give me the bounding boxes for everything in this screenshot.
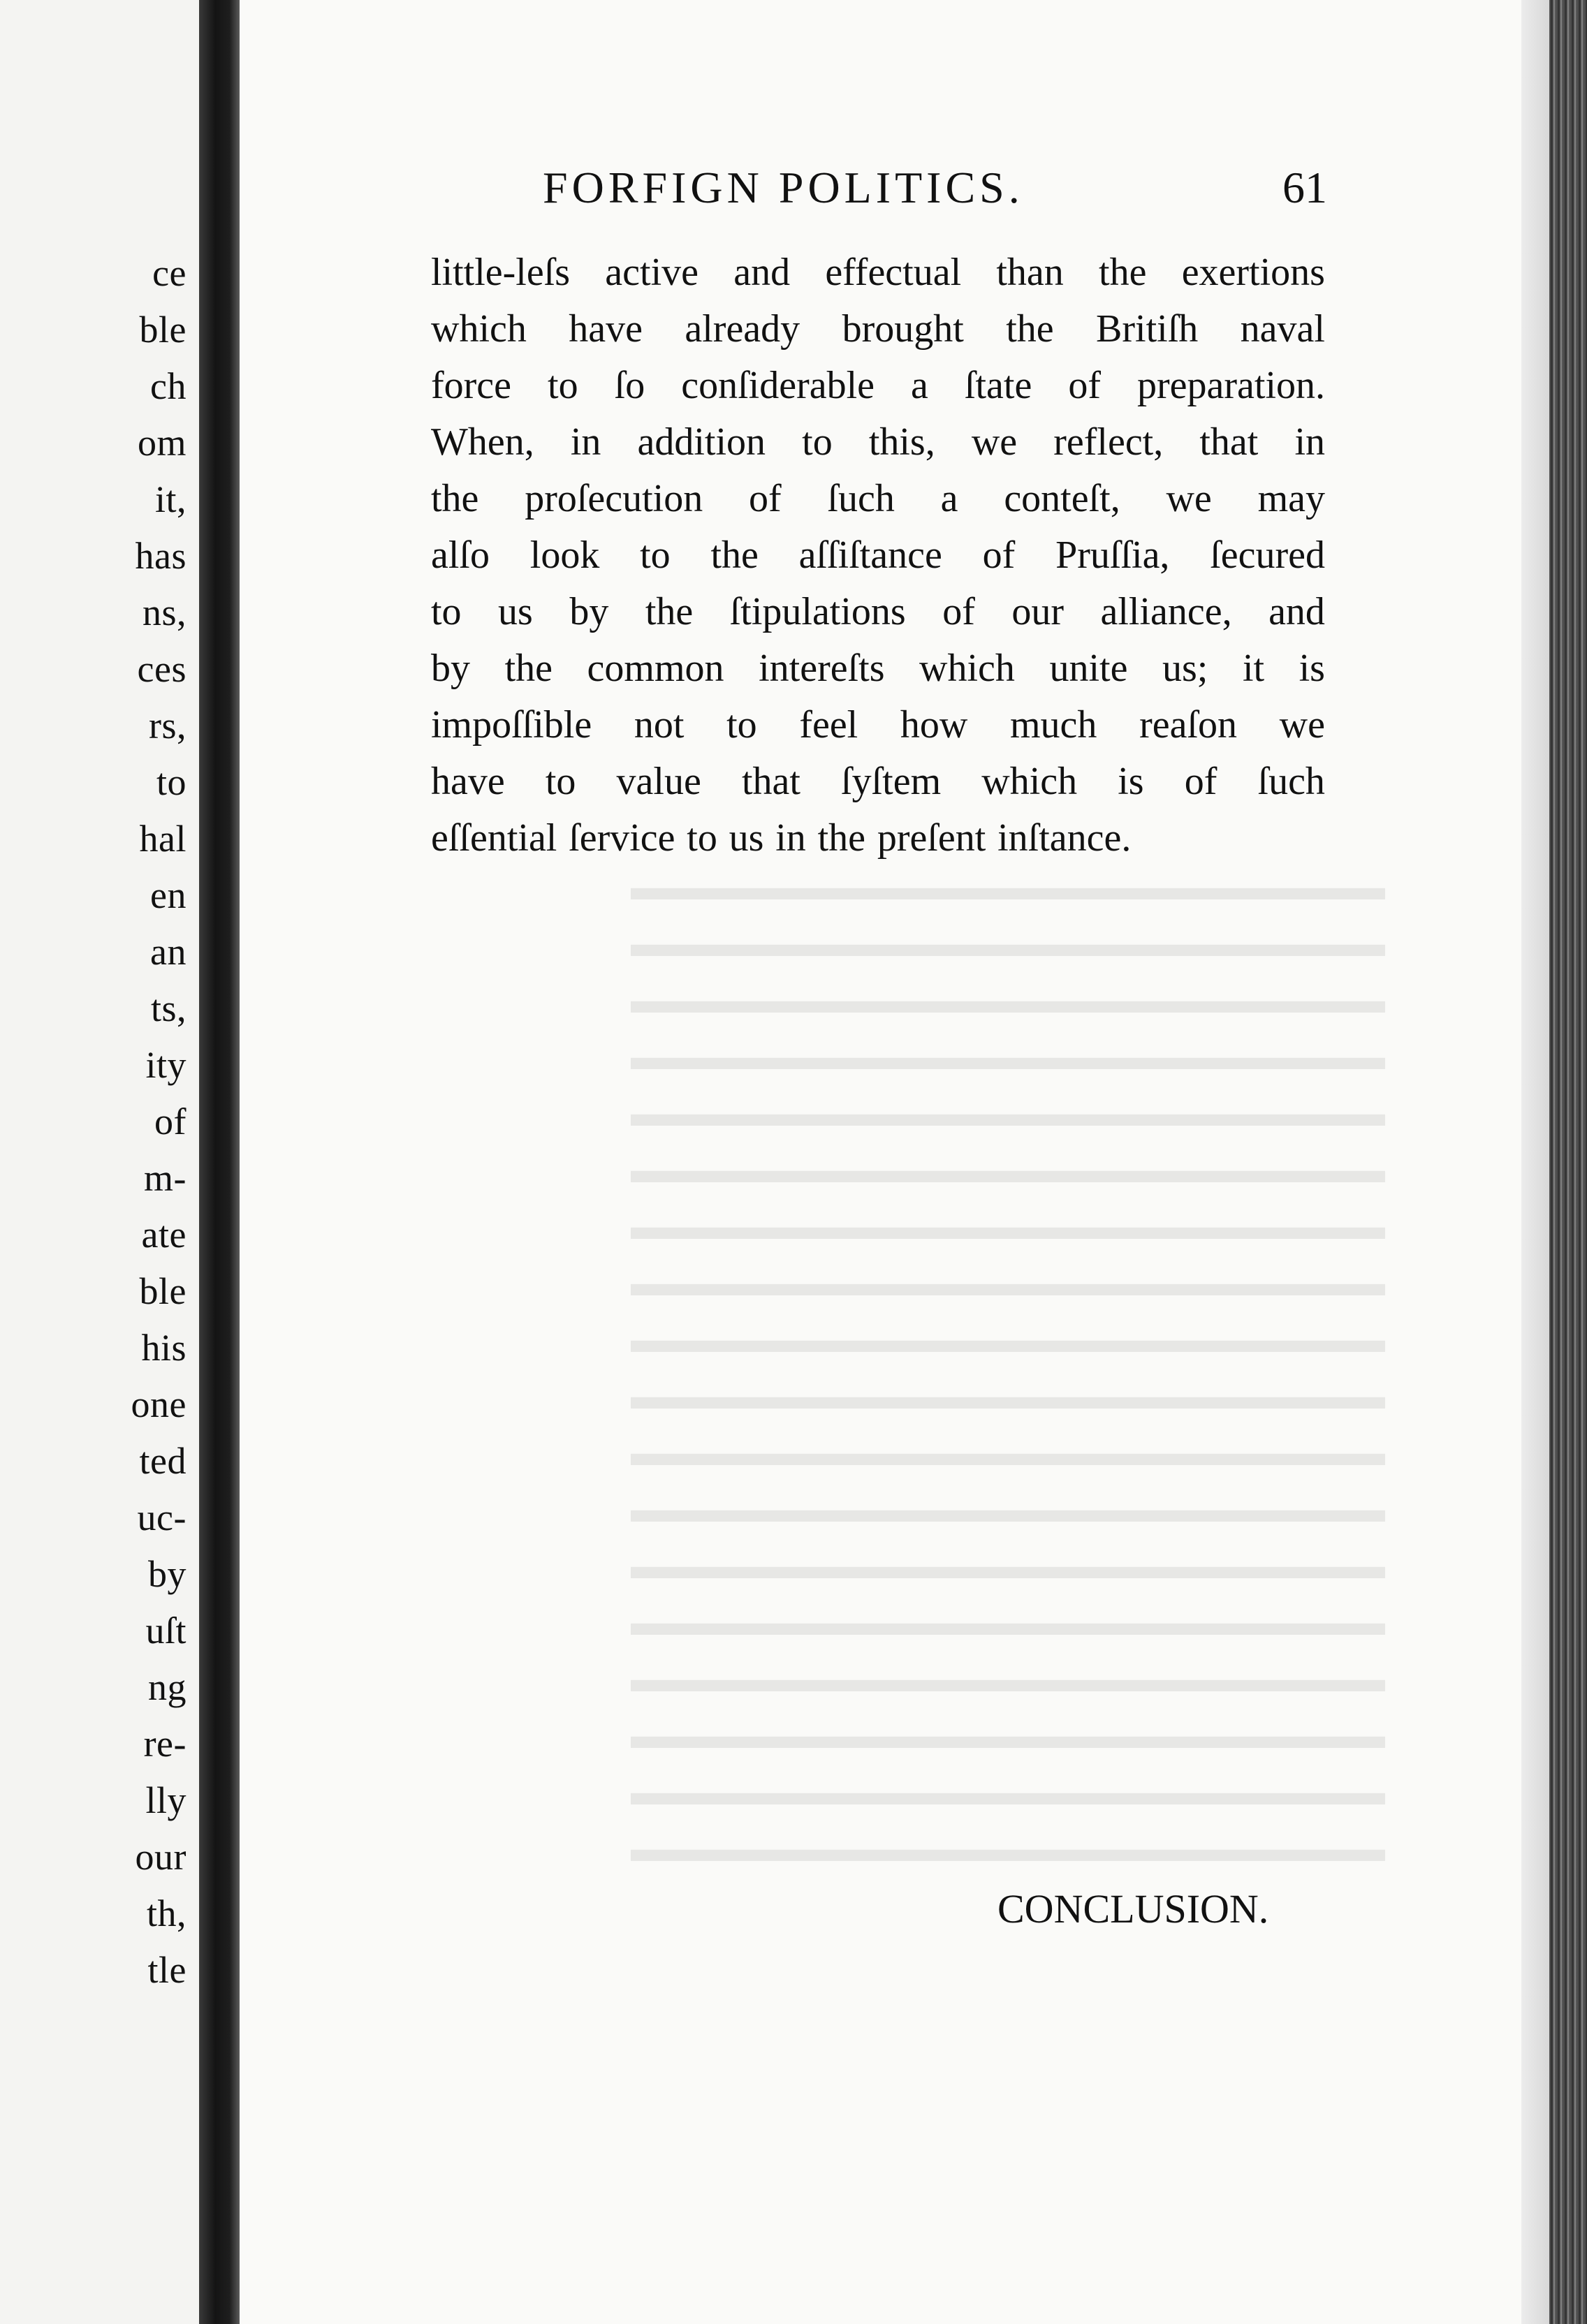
word: in <box>775 816 806 860</box>
word: Pruſſia, <box>1055 534 1170 577</box>
word: to <box>726 703 757 747</box>
word: a <box>940 477 958 520</box>
show-through-texture: ▬▬▬▬▬▬▬▬▬▬▬▬▬▬▬▬▬▬▬▬ ▬▬▬▬▬▬▬▬▬▬▬▬▬▬▬▬▬▬▬▬ ▬▬▬▬▬▬▬▬▬▬▬▬▬▬▬▬▬▬▬▬ ▬▬▬▬▬▬▬▬▬▬▬▬▬▬▬▬▬▬▬▬ ▬▬▬▬▬▬▬▬▬▬▬▬▬▬▬▬▬▬▬▬ ▬▬▬▬▬▬▬▬▬▬▬▬▬▬▬▬▬▬▬▬ ▬▬▬▬▬▬▬▬▬▬▬▬▬▬▬▬▬▬▬▬ ▬▬▬▬▬▬▬▬▬▬▬▬▬▬▬▬▬▬▬▬ ▬▬▬▬▬▬▬▬▬▬▬▬▬▬▬▬▬▬▬▬ ▬▬▬▬▬▬▬▬▬▬▬▬▬▬▬▬▬▬▬▬ ▬▬▬▬▬▬▬▬▬▬▬▬▬▬▬▬▬▬▬▬ ▬▬▬▬▬▬▬▬▬▬▬▬▬▬▬▬▬▬▬▬ ▬▬▬▬▬▬▬▬▬▬▬▬▬▬▬▬▬▬▬▬ ▬▬▬▬▬▬▬▬▬▬▬▬▬▬▬▬▬▬▬▬ ▬▬▬▬▬▬▬▬▬▬▬▬▬▬▬▬▬▬▬▬ ▬▬▬▬▬▬▬▬▬▬▬▬▬▬▬▬▬▬▬▬ ▬▬▬▬▬▬▬▬▬▬▬▬▬▬▬▬▬▬▬▬ ▬▬▬▬▬▬▬▬▬▬▬▬▬▬▬▬▬▬▬▬ <box>631 866 1385 1869</box>
word: how <box>900 703 968 747</box>
word: look <box>529 534 600 577</box>
word: ſuch <box>1257 760 1325 803</box>
left-page-fragment: m- <box>144 1157 187 1199</box>
word: the <box>817 816 866 860</box>
word: ſtipulations <box>729 590 906 633</box>
word: ſyſtem <box>841 760 942 803</box>
text-line-1 <box>431 244 1325 301</box>
word: inſtance. <box>997 816 1132 860</box>
left-page-fragment: lly <box>145 1779 187 1821</box>
word: it <box>1242 647 1265 690</box>
left-page-fragment: ng <box>148 1666 187 1708</box>
left-page-fragment: ble <box>139 309 187 351</box>
word: is <box>1118 760 1144 803</box>
left-page-fragment: en <box>150 874 187 916</box>
word: alſo <box>431 534 490 577</box>
left-page-fragment: om <box>137 422 187 464</box>
word: force <box>431 364 512 407</box>
left-page-fragment: re- <box>143 1723 187 1765</box>
left-page-fragment: rs, <box>149 705 187 747</box>
text-line-11 <box>431 810 1325 867</box>
word: reaſon <box>1139 703 1237 747</box>
page-header <box>307 162 1327 218</box>
word: the <box>431 477 479 520</box>
left-page-fragment: ces <box>137 648 187 690</box>
word: that <box>1199 420 1259 464</box>
page-number: 61 <box>1282 163 1327 212</box>
page-edge <box>1521 0 1549 2324</box>
text-line-3 <box>431 358 1325 414</box>
word: to <box>545 760 576 803</box>
word: brought <box>842 307 964 351</box>
word: have <box>569 307 643 351</box>
word: active <box>605 251 699 294</box>
left-page-fragment: ns, <box>142 591 187 633</box>
text-line-8 <box>431 640 1325 697</box>
word: reflect, <box>1053 420 1164 464</box>
word: ſtate <box>964 364 1032 407</box>
word: the <box>1099 251 1147 294</box>
word: alliance, <box>1100 590 1232 633</box>
word: addition <box>637 420 766 464</box>
word: by <box>569 590 609 633</box>
word: proſecution <box>525 477 703 520</box>
word: which <box>919 647 1015 690</box>
word: ſo <box>614 364 645 407</box>
word: impoſſible <box>431 703 592 747</box>
word: and <box>733 251 791 294</box>
word: preparation. <box>1137 364 1325 407</box>
left-page-fragment: our <box>135 1836 187 1878</box>
left-page-fragment: uc- <box>137 1496 187 1538</box>
text-line-4 <box>431 414 1325 471</box>
word: ſervice <box>569 816 675 860</box>
word: a <box>911 364 928 407</box>
word: intereſts <box>759 647 885 690</box>
word: our <box>1011 590 1064 633</box>
word: conſiderable <box>681 364 875 407</box>
left-page-fragment: ch <box>150 365 187 407</box>
left-page-fragment: hal <box>139 818 187 860</box>
text-line-10 <box>431 753 1325 810</box>
word: unite <box>1049 647 1128 690</box>
left-page-fragment: tle <box>147 1949 187 1991</box>
word: than <box>996 251 1064 294</box>
word: we <box>1279 703 1325 747</box>
word: to <box>431 590 462 633</box>
word: us; <box>1162 647 1208 690</box>
left-page-fragment: ce <box>152 252 187 294</box>
left-page-fragment: of <box>154 1101 187 1142</box>
word: conteſt, <box>1004 477 1120 520</box>
word: value <box>616 760 701 803</box>
page-stack-edge <box>1549 0 1587 2324</box>
word: we <box>971 420 1018 464</box>
word: naval <box>1240 307 1325 351</box>
word: the <box>710 534 759 577</box>
left-page-fragment: th, <box>146 1892 187 1934</box>
word: preſent <box>877 816 986 860</box>
word: this, <box>868 420 935 464</box>
word: When, <box>431 420 534 464</box>
word: may <box>1257 477 1325 520</box>
word: which <box>981 760 1078 803</box>
word: the <box>504 647 553 690</box>
left-page-fragment: ble <box>139 1270 187 1312</box>
left-page-fragment: has <box>135 535 187 577</box>
text-line-2 <box>431 301 1325 358</box>
word: the <box>645 590 694 633</box>
word: that <box>741 760 800 803</box>
word: of <box>1068 364 1101 407</box>
word: have <box>431 760 505 803</box>
body-paragraph <box>431 244 1325 867</box>
word: already <box>685 307 800 351</box>
word: of <box>942 590 975 633</box>
text-line-9 <box>431 697 1325 753</box>
left-facing-page <box>0 0 199 2324</box>
word: not <box>634 703 685 747</box>
word: in <box>570 420 601 464</box>
left-page-fragment: his <box>141 1327 187 1369</box>
word: to <box>548 364 578 407</box>
catchword: CONCLUSION. <box>997 1886 1269 1932</box>
left-page-fragment: one <box>131 1383 187 1425</box>
word: little-leſs <box>431 251 571 294</box>
word: is <box>1299 647 1325 690</box>
word: of <box>1184 760 1217 803</box>
word: effectual <box>825 251 962 294</box>
word: which <box>431 307 527 351</box>
word: we <box>1166 477 1212 520</box>
word: of <box>749 477 782 520</box>
word: in <box>1294 420 1325 464</box>
word: exertions <box>1181 251 1325 294</box>
word: to <box>802 420 833 464</box>
left-page-fragment: it, <box>154 478 187 520</box>
text-line-7 <box>431 584 1325 640</box>
word: the <box>1006 307 1054 351</box>
book-gutter <box>199 0 240 2324</box>
word: ſuch <box>827 477 895 520</box>
word: us <box>729 816 764 860</box>
word: eſſential <box>431 816 557 860</box>
word: much <box>1010 703 1097 747</box>
word: and <box>1268 590 1325 633</box>
word: feel <box>799 703 858 747</box>
text-line-5 <box>431 471 1325 527</box>
left-page-fragment: ts, <box>150 987 187 1029</box>
word: Britiſh <box>1096 307 1199 351</box>
word: common <box>587 647 724 690</box>
word: by <box>431 647 470 690</box>
left-page-fragment: an <box>150 931 187 973</box>
word: of <box>982 534 1016 577</box>
running-head: FORFIGN POLITICS. <box>543 163 1024 212</box>
word: to <box>640 534 671 577</box>
left-page-fragment: ate <box>141 1214 187 1256</box>
left-page-fragment: uſt <box>145 1610 187 1652</box>
word: aſſiſtance <box>798 534 942 577</box>
word: to <box>687 816 717 860</box>
word: us <box>498 590 533 633</box>
left-page-fragment: to <box>156 761 187 803</box>
left-page-fragment: ted <box>139 1440 187 1482</box>
text-line-6 <box>431 527 1325 584</box>
left-page-fragment: ity <box>145 1044 187 1086</box>
left-page-fragment: by <box>148 1553 187 1595</box>
word: ſecured <box>1210 534 1325 577</box>
